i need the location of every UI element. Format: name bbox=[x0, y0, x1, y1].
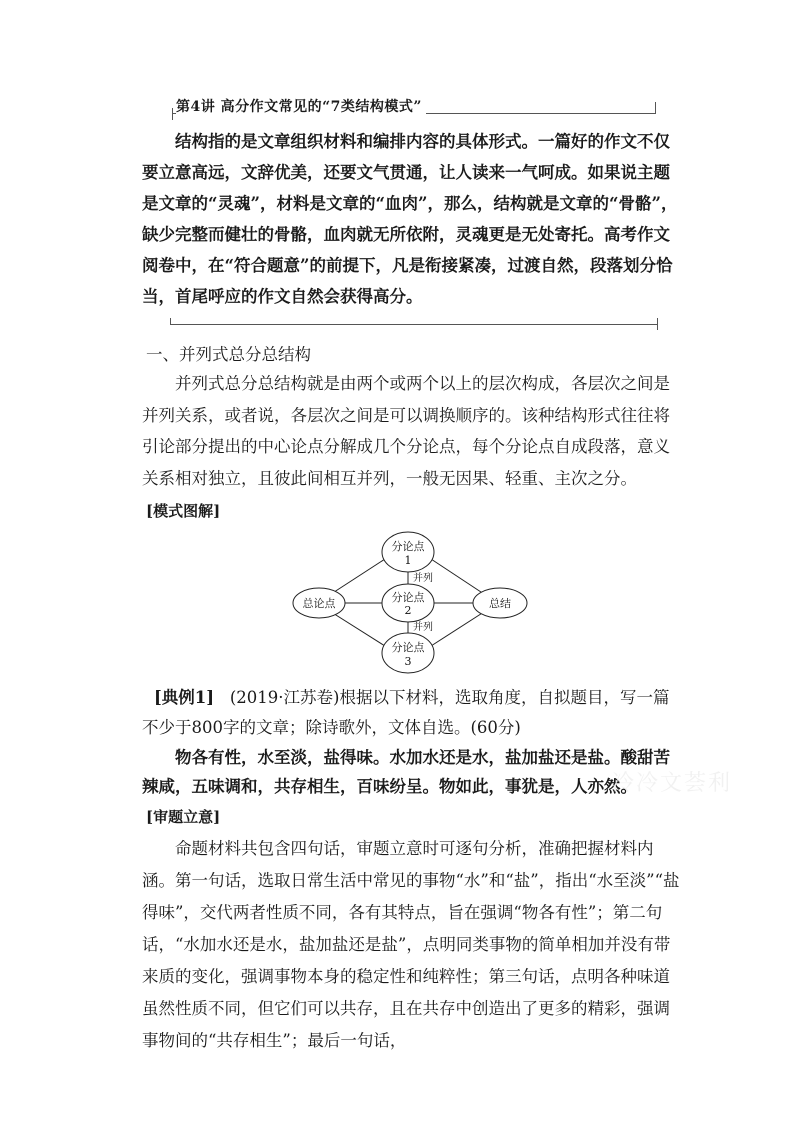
analysis-body bbox=[142, 833, 682, 1057]
intro-bottom-bracket bbox=[170, 318, 658, 332]
section-heading: 一、并列式总分总结构 bbox=[146, 345, 311, 364]
conclusion-text: 总结 bbox=[489, 597, 511, 610]
watermark: 冷冷文荟利 bbox=[612, 771, 733, 796]
section-body bbox=[142, 368, 682, 494]
parallel-relation-label: 并列 bbox=[413, 573, 433, 584]
sub-point-label-1: 分论点 bbox=[391, 540, 425, 553]
sub-point-label-3: 分论点 bbox=[391, 641, 425, 654]
material-block bbox=[142, 743, 682, 801]
example-prompt: 根据以下材料，选取角度，自拟题目，写一篇不少于800字的文章；除诗歌外，文体自选。(60分) bbox=[142, 688, 670, 737]
structure-diagram bbox=[285, 530, 535, 675]
intro-paragraph: 结构指的是文章组织材料和编排内容的具体形式。一篇好的作文不仅要立意高远，文辞优美，还要文气贯通，让人读来一气呵成。如果说主题是文章的“灵魂”，材料是文章的“血肉”，那么，结构就是文章的“骨骼”，缺少完整而健壮的骨骼，血肉就无所依附，灵魂更是无处寄托。高考作文阅卷中，在“符合题意”的前提下，凡是衔接紧凑，过渡自然，段落划分恰当，首尾呼应的作文自然会获得高分。 bbox=[142, 132, 678, 306]
analysis-label: [审题立意] bbox=[146, 808, 221, 826]
section-paragraph: 并列式总分总结构就是由两个或两个以上的层次构成，各层次之间是并列关系，或者说，各层次之间是可以调换顺序的。该种结构形式往往将引论部分提出的中心论点分解成几个分论点，每个分论点自成段落，意义关系相对独立，且彼此间相互并列，一般无因果、轻重、主次之分。 bbox=[142, 374, 670, 488]
example-block bbox=[142, 683, 682, 743]
connector-line bbox=[431, 559, 487, 596]
intro-box bbox=[142, 126, 680, 312]
sub-point-number-3: 3 bbox=[404, 655, 412, 668]
sub-point-label-2: 分论点 bbox=[391, 591, 425, 604]
material-text: 物各有性，水至淡，盐得味。水加水还是水，盐加盐还是盐。酸甜苦辣咸，五味调和，共存相生，百味纷呈。物如此，事犹是，人亦然。 bbox=[142, 748, 670, 796]
diagram-label: [模式图解] bbox=[146, 502, 221, 520]
sub-point-number-2: 2 bbox=[404, 604, 412, 617]
sub-point-number-1: 1 bbox=[404, 554, 412, 567]
connector-line bbox=[328, 610, 385, 646]
example-source: (2019·江苏卷) bbox=[229, 688, 340, 707]
example-question bbox=[142, 683, 682, 743]
main-point-text: 总论点 bbox=[302, 597, 336, 610]
parallel-relation-label: 并列 bbox=[413, 622, 433, 633]
connector-line bbox=[431, 610, 487, 646]
example-tag: [典例1] bbox=[154, 688, 215, 707]
lesson-title: 第4讲 高分作文常见的“7类结构模式” bbox=[176, 96, 426, 116]
connector-line bbox=[328, 559, 385, 596]
analysis-paragraph: 命题材料共包含四句话，审题立意时可逐句分析，准确把握材料内涵。第一句话，选取日常生活中常见的事物“水”和“盐”，指出“水至淡”“盐得味”，交代两者性质不同，各有其特点，旨在强调“物各有性”；第二句话，“水加水还是水，盐加盐还是盐”，点明同类事物的简单相加并没有带来质的变化，强调事物本身的稳定性和纯粹性；第三句话，点明各种味道虽然性质不同，但它们可以共存，且在共存中创造出了更多的精彩，强调事物间的“共存相生”；最后一句话， bbox=[142, 839, 680, 1050]
